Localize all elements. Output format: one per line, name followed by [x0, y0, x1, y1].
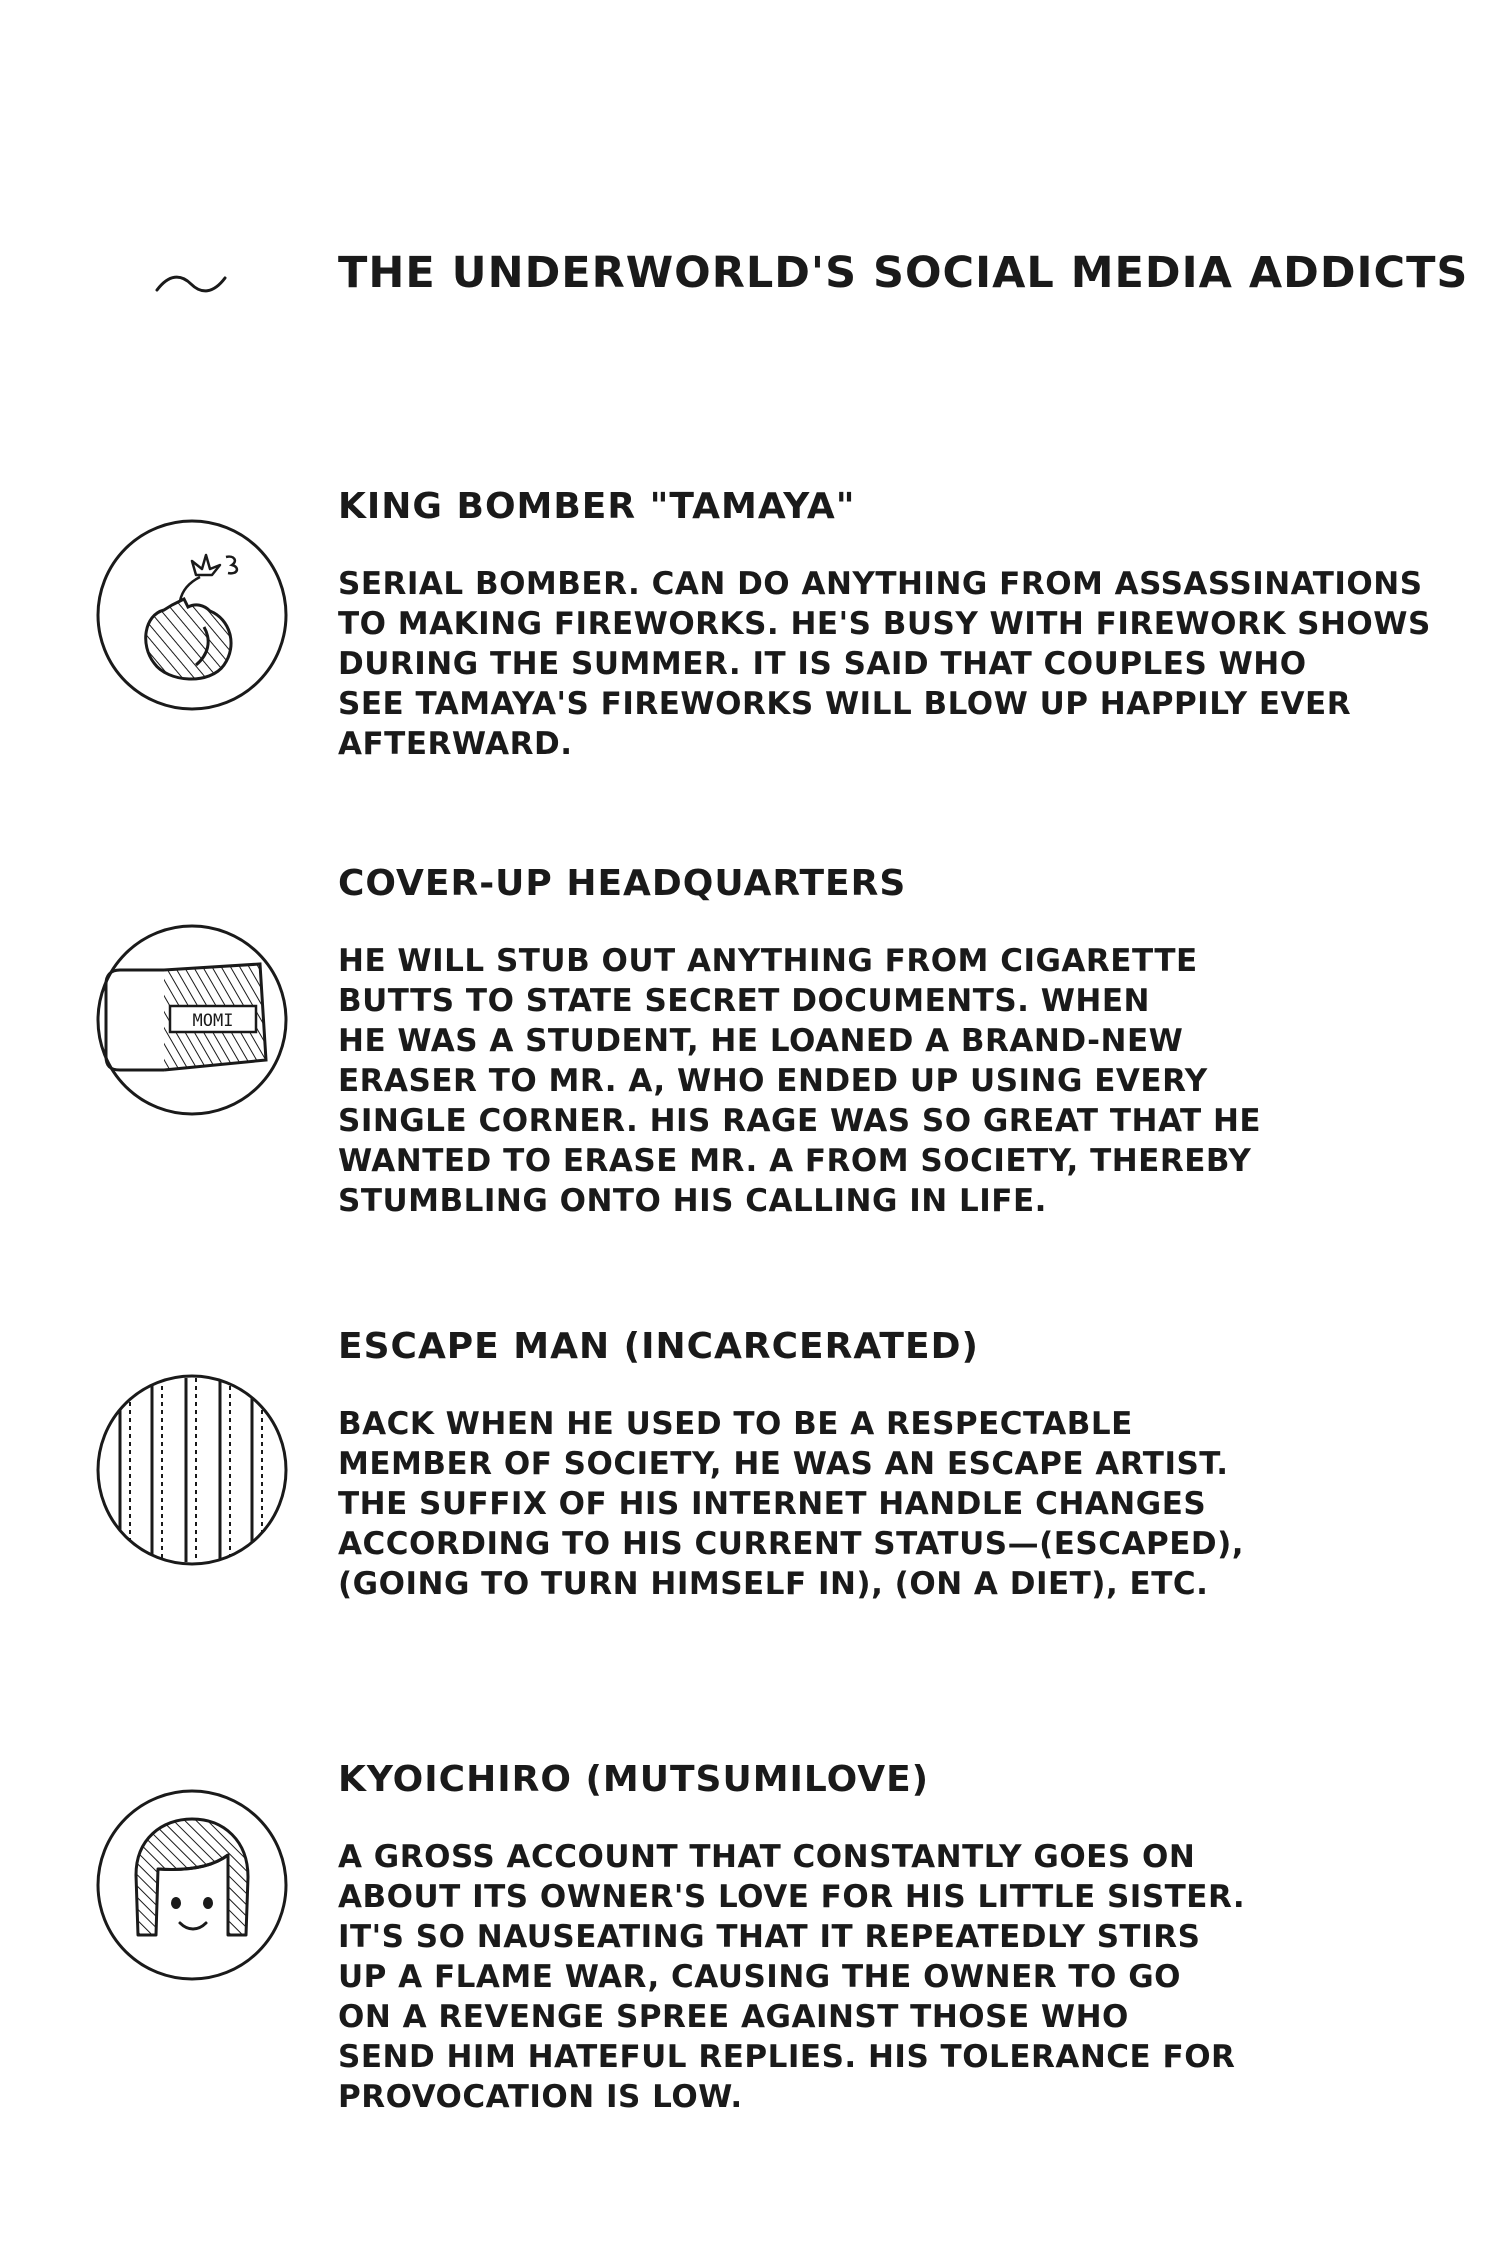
entry-description: HE WILL STUB OUT ANYTHING FROM CIGARETTE BUTTS TO STATE SECRET DOCUMENTS. WHEN HE WAS A STUDENT, HE LOANED A BRAND-NEW ERASER TO MR. A, WHO ENDED UP USING EVERY SINGLE CORNER. HIS RAGE WAS SO GREAT THAT HE WANTED TO ERASE MR. A FROM SOCIETY, THEREBY STUMBLING ONTO HIS CALLING IN LIFE. — [338, 943, 1262, 1220]
entry-tamaya — [338, 485, 1458, 764]
entry-escape-man — [338, 1325, 1458, 1604]
entry-description: BACK WHEN HE USED TO BE A RESPECTABLE MEMBER OF SOCIETY, HE WAS AN ESCAPE ARTIST. THE SUFFIX OF HIS INTERNET HANDLE CHANGES ACCORDING TO HIS CURRENT STATUS—(ESCAPED), (GOING TO TURN HIMSELF IN), (ON A DIET), ETC. — [338, 1406, 1245, 1603]
girl-face-icon — [92, 1785, 292, 1985]
entry-name: COVER-UP HEADQUARTERS — [338, 863, 907, 904]
entry-name: KING BOMBER "TAMAYA" — [338, 486, 856, 527]
page-title: THE UNDERWORLD'S SOCIAL MEDIA ADDICTS — [338, 248, 1469, 298]
entry-kyoichiro — [338, 1758, 1458, 2117]
prison-bars-icon — [92, 1370, 292, 1570]
entry-description: A GROSS ACCOUNT THAT CONSTANTLY GOES ON ABOUT ITS OWNER'S LOVE FOR HIS LITTLE SISTER. IT'S SO NAUSEATING THAT IT REPEATEDLY STIRS UP A FLAME WAR, CAUSING THE OWNER TO GO ON A REVENGE SPREE AGAINST THOSE WHO SEND HIM HATEFUL REPLIES. HIS TOLERANCE FOR PROVOCATION IS LOW. — [338, 1839, 1246, 2116]
entry-name: ESCAPE MAN (INCARCERATED) — [338, 1326, 979, 1367]
entry-description: SERIAL BOMBER. CAN DO ANYTHING FROM ASSASSINATIONS TO MAKING FIREWORKS. HE'S BUSY WITH FIREWORK SHOWS DURING THE SUMMER. IT IS SAID THAT COUPLES WHO SEE TAMAYA'S FIREWORKS WILL BLOW UP HAPPILY EVER AFTERWARD. — [338, 566, 1431, 763]
bomb-icon — [92, 515, 292, 715]
tilde-icon — [155, 268, 227, 298]
entry-cover-up-headquarters — [338, 862, 1458, 1221]
eraser-icon — [92, 920, 292, 1120]
entry-name: KYOICHIRO (MUTSUMILOVE) — [338, 1759, 930, 1800]
svg-text:MOMI: MOMI — [192, 1011, 234, 1031]
